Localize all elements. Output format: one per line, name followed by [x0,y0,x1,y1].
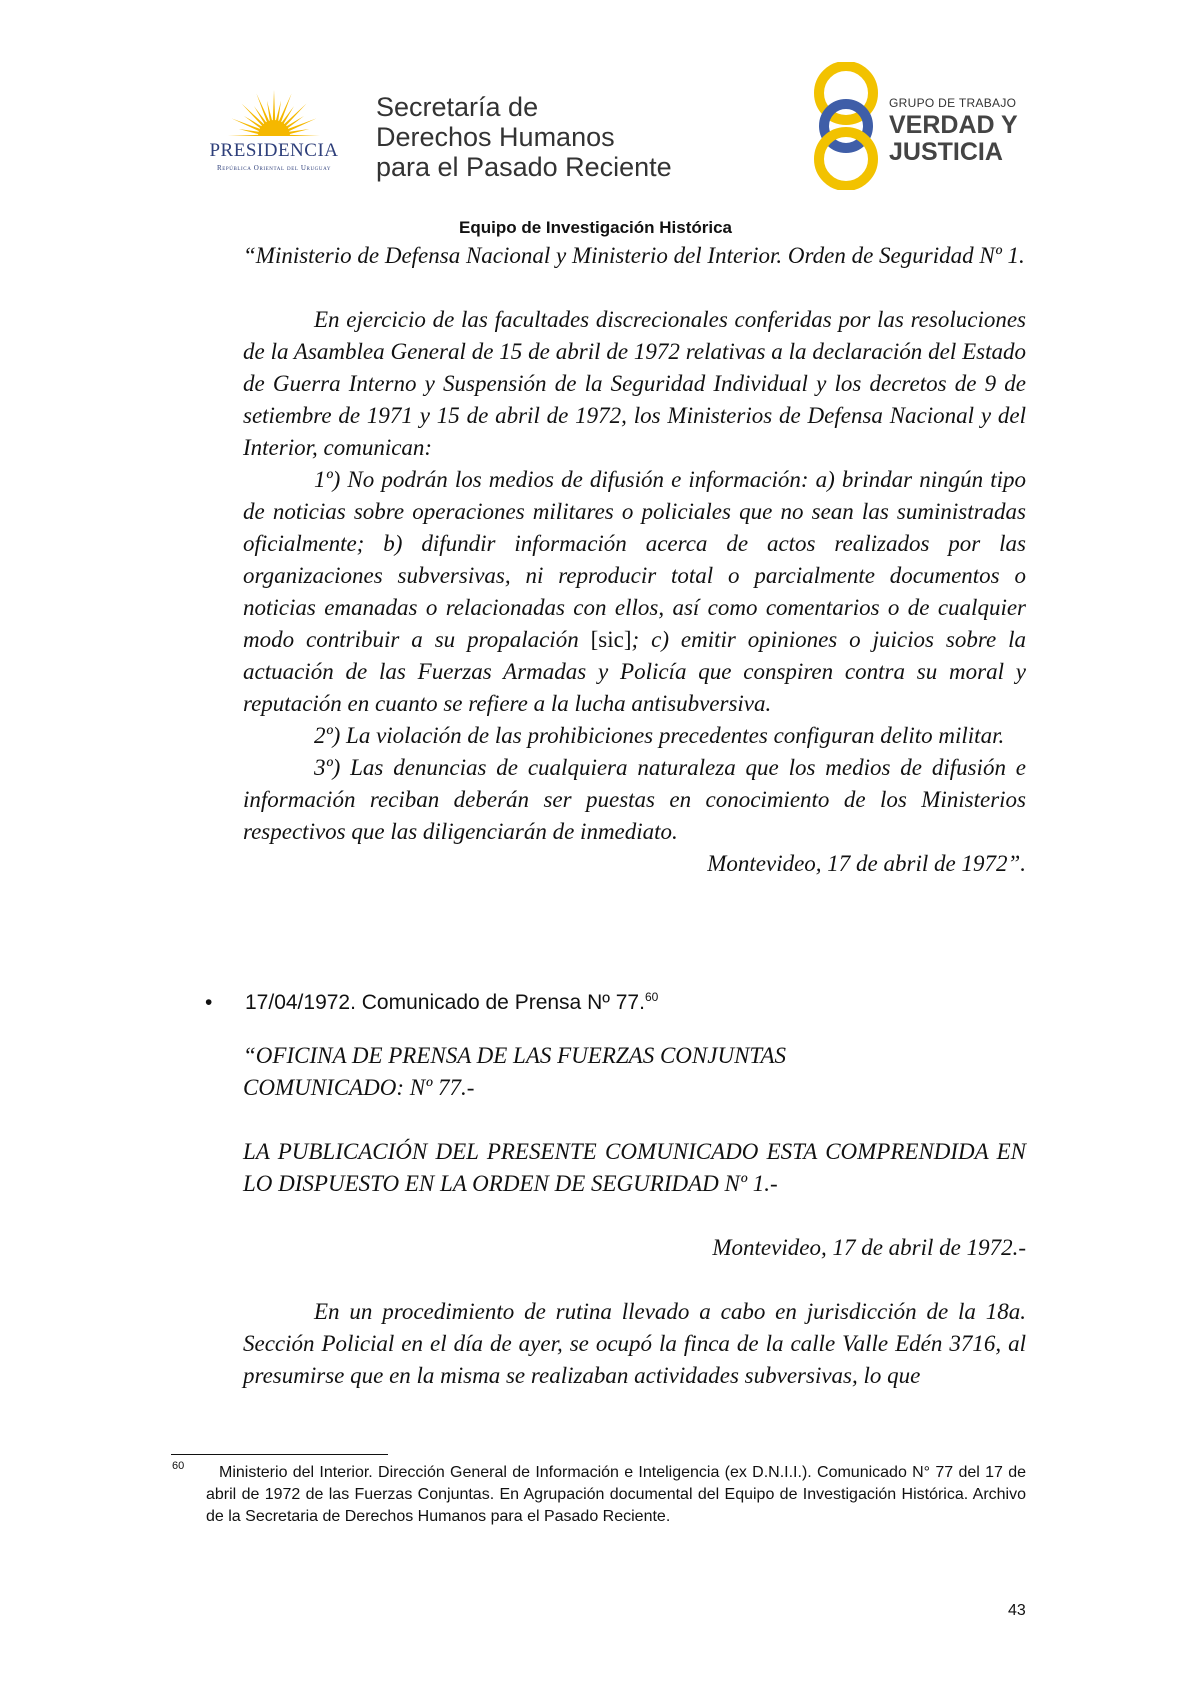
presidencia-logo [196,84,352,179]
communique-office: “OFICINA DE PRENSA DE LAS FUERZAS CONJUNTAS [243,1043,787,1068]
order-paragraph-4: 3º) Las denuncias de cualquiera naturaleza que los medios de difusión e información reciban deberán ser puestas en conocimiento de los Ministerios respectivos que las diligenciarán de inmediato. [243,755,1026,844]
secretaria-logo-text [376,92,716,182]
communique-paragraph-1: En un procedimiento de rutina llevado a cabo en jurisdicción de la 18a. Sección Policial en el día de ayer, se ocupó la finca de la calle Valle Edén 3716, al presumirse que en la misma se realizaban actividades subversivas, lo que [243,1299,1026,1388]
order-paragraph-2-part-b: ; c) emitir opiniones o juicios sobre la actuación de las Fuerzas Armadas y Policía que conspiren contra su moral y reputación en cuanto se refiere a la lucha antisubversiva. [243,627,1026,716]
verdad-justicia-logo [812,62,1032,190]
bullet-symbol: • [205,991,213,1014]
bullet-item [205,990,1025,1015]
footnote-text: Ministerio del Interior. Dirección General de Información e Inteligencia (ex D.N.I.I.). Comunicado N° 77 del 17 de abril de 1972 de las Fuerzas Conjuntas. En Agrupación documental del Equipo de Investigación Histórica. Archivo de la Secretaria de Derechos Humanos para el Pasado Reciente. [206,1464,1026,1525]
presidencia-subtitle: República Oriental del Uruguay [216,164,332,172]
gtvj-subtitle: GRUPO DE TRABAJO [889,96,1017,110]
order-title: “Ministerio de Defensa Nacional y Ministerio del Interior. Orden de Seguridad Nº 1. [243,243,1025,268]
team-heading: Equipo de Investigación Histórica [459,218,732,237]
footnote-number: 60 [172,1460,185,1472]
communique-notice: LA PUBLICACIÓN DEL PRESENTE COMUNICADO ESTA COMPRENDIDA EN LO DISPUESTO EN LA ORDEN DE SEGURIDAD Nº 1.- [243,1139,1026,1196]
communique-body [243,1040,1026,1392]
communique-number: COMUNICADO: Nº 77.- [243,1075,475,1100]
order-paragraph-1: En ejercicio de las facultades discrecionales conferidas por las resoluciones de la Asamblea General de 15 de abril de 1972 relativas a la declaración del Estado de Guerra Interno y Suspensión de la Seguridad Individual y los decretos de 9 de setiembre de 1971 y 15 de abril de 1972, los Ministerios de Defensa Nacional y del Interior, comunican: [243,307,1026,460]
order-paragraph-2 [243,464,1026,720]
bullet-text: 17/04/1972. Comunicado de Prensa Nº 77. [245,991,645,1014]
order-paragraph-2-part-a: 1º) No podrán los medios de difusión e información: a) brindar ningún tipo de noticias sobre operaciones militares o policiales que no sean las suministradas oficialmente; b) difundir información acerca de actos realizados por las organizaciones subversivas, ni reproducir total o parcialmente documentos o noticias emanadas o relacionadas con ellos, así como comentarios o de cualquier modo contribuir a su propalación [243,467,1026,652]
footnote-separator [171,1454,388,1455]
gtvj-line-1: VERDAD Y [889,111,1018,139]
order-signoff: Montevideo, 17 de abril de 1972”. [707,851,1026,876]
secretaria-line-3: para el Pasado Reciente [376,152,672,182]
gtvj-line-2: JUSTICIA [889,138,1003,166]
document-body [243,240,1026,880]
footnote-reference[interactable]: 60 [644,990,659,1004]
sun-ray [273,90,276,122]
secretaria-line-2: Derechos Humanos [376,122,615,152]
communique-date: Montevideo, 17 de abril de 1972.- [712,1235,1026,1260]
sun-icon [196,84,352,144]
order-paragraph-3: 2º) La violación de las prohibiciones precedentes configuran delito militar. [314,723,1005,748]
rings-icon [812,62,880,190]
page-number: 43 [1008,1602,1026,1619]
presidencia-title: PRESIDENCIA [209,140,339,161]
secretaria-line-1: Secretaría de [376,92,539,122]
sic-annotation: [sic] [590,627,632,652]
